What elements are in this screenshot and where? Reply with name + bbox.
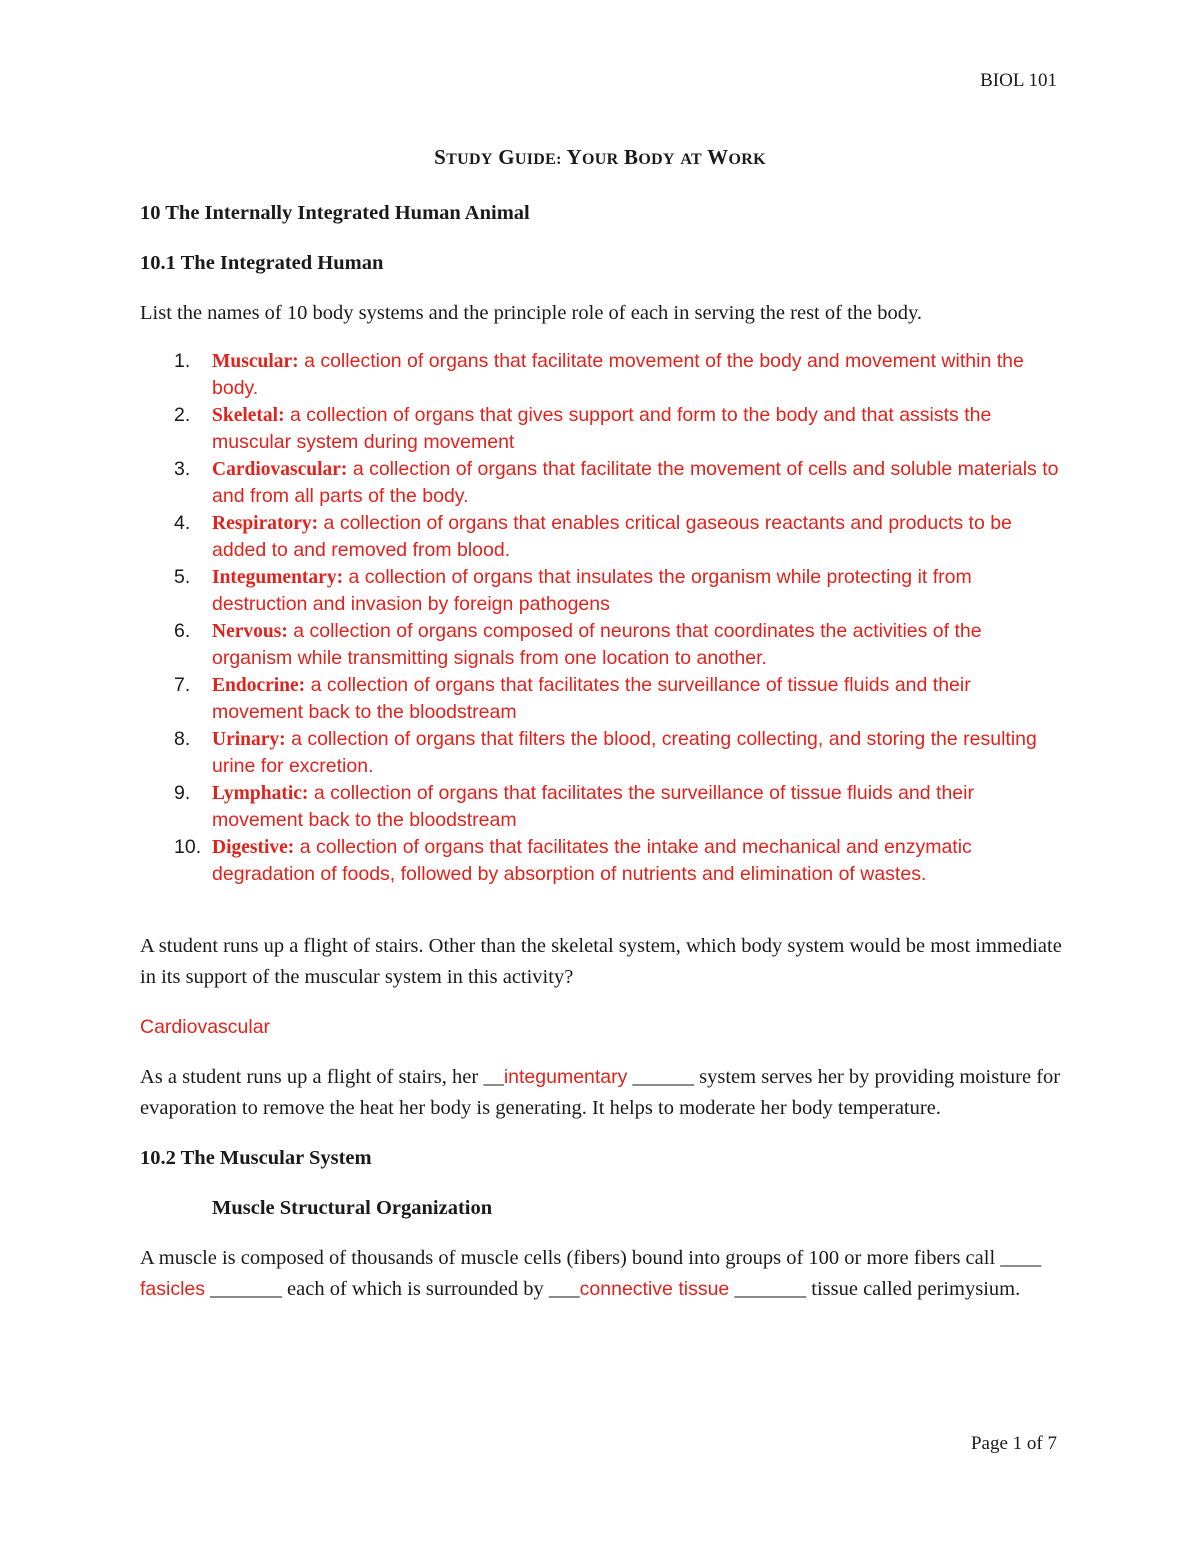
list-number: 10.	[174, 836, 202, 858]
fill-in-connective-tissue: connective tissue	[579, 1278, 730, 1300]
document-body	[140, 198, 1065, 1324]
list-number: 4.	[174, 512, 191, 534]
system-term: Respiratory:	[212, 513, 319, 534]
list-number: 1.	[174, 350, 191, 372]
system-description: a collection of organs that facilitates the intake and mechanical and enzymatic degradation of foods, followed by absorption of nutrients and elimination of wastes.	[212, 836, 972, 885]
list-item	[140, 402, 1065, 456]
list-number: 6.	[174, 620, 191, 642]
fill-in-answer: integumentary	[503, 1066, 628, 1088]
system-description: a collection of organs that facilitate the movement of cells and soluble materials to and from all parts of the body.	[212, 458, 1059, 507]
system-description: a collection of organs that facilitate movement of the body and movement within the body.	[212, 350, 1024, 399]
list-number: 2.	[174, 404, 191, 426]
system-description: a collection of organs that enables critical gaseous reactants and products to be added to and removed from blood.	[212, 512, 1012, 561]
subheading-muscle-structure: Muscle Structural Organization	[212, 1197, 493, 1219]
system-term: Urinary:	[212, 729, 286, 750]
document-title: STUDY GUIDE: YOUR BODY AT WORK	[434, 145, 766, 169]
list-item	[140, 456, 1065, 510]
list-number: 7.	[174, 674, 191, 696]
system-term: Lymphatic:	[212, 783, 309, 804]
list-item	[140, 348, 1065, 402]
fill-in-fasicles: fasicles	[140, 1278, 206, 1300]
system-description: a collection of organs composed of neurons that coordinates the activities of the organism while transmitting signals from one location to another.	[212, 620, 982, 669]
body-systems-list	[140, 348, 1065, 888]
section-heading-10-1: 10.1 The Integrated Human	[140, 252, 384, 274]
list-number: 9.	[174, 782, 191, 804]
list-item	[140, 780, 1065, 834]
list-item	[140, 564, 1065, 618]
system-description: a collection of organs that facilitates the surveillance of tissue fluids and their movement back to the bloodstream	[212, 782, 974, 831]
system-description: a collection of organs that insulates the organism while protecting it from destruction and invasion by foreign pathogens	[212, 566, 972, 615]
system-term: Skeletal:	[212, 405, 285, 426]
muscle-paragraph: A muscle is composed of thousands of muscle cells (fibers) bound into groups of 100 or more fibers call ____ fasicles _______ each of which is surrounded by ___connective tissue _______ tissue called perimysium.	[140, 1247, 1042, 1300]
course-code: BIOL 101	[980, 70, 1057, 91]
list-item	[140, 618, 1065, 672]
system-term: Endocrine:	[212, 675, 306, 696]
system-term: Cardiovascular:	[212, 459, 348, 480]
page-number: Page 1 of 7	[970, 1433, 1057, 1454]
list-item	[140, 834, 1065, 888]
list-item	[140, 510, 1065, 564]
list-item	[140, 672, 1065, 726]
system-term: Nervous:	[212, 621, 288, 642]
list-number: 8.	[174, 728, 191, 750]
question-fill-in: As a student runs up a flight of stairs, her __integumentary ______ system serves her by providing moisture for evaporation to remove the heat her body is generating. It helps to moderate her body temperature.	[140, 1066, 1061, 1119]
system-description: a collection of organs that facilitates the surveillance of tissue fluids and their movement back to the bloodstream	[212, 674, 971, 723]
system-term: Integumentary:	[212, 567, 344, 588]
system-description: a collection of organs that filters the blood, creating collecting, and storing the resulting urine for excretion.	[212, 728, 1037, 777]
systems-prompt: List the names of 10 body systems and the principle role of each in serving the rest of the body.	[140, 302, 923, 324]
system-description: a collection of organs that gives support and form to the body and that assists the muscular system during movement	[212, 404, 992, 453]
section-heading-10-2: 10.2 The Muscular System	[140, 1147, 372, 1169]
chapter-heading: 10 The Internally Integrated Human Animal	[140, 202, 530, 224]
answer-stairs: Cardiovascular	[140, 1016, 271, 1038]
question-stairs: A student runs up a flight of stairs. Other than the skeletal system, which body system would be most immediate in its support of the muscular system in this activity?	[140, 935, 1062, 988]
system-term: Muscular:	[212, 351, 299, 372]
system-term: Digestive:	[212, 837, 295, 858]
list-item	[140, 726, 1065, 780]
list-number: 5.	[174, 566, 191, 588]
list-number: 3.	[174, 458, 191, 480]
